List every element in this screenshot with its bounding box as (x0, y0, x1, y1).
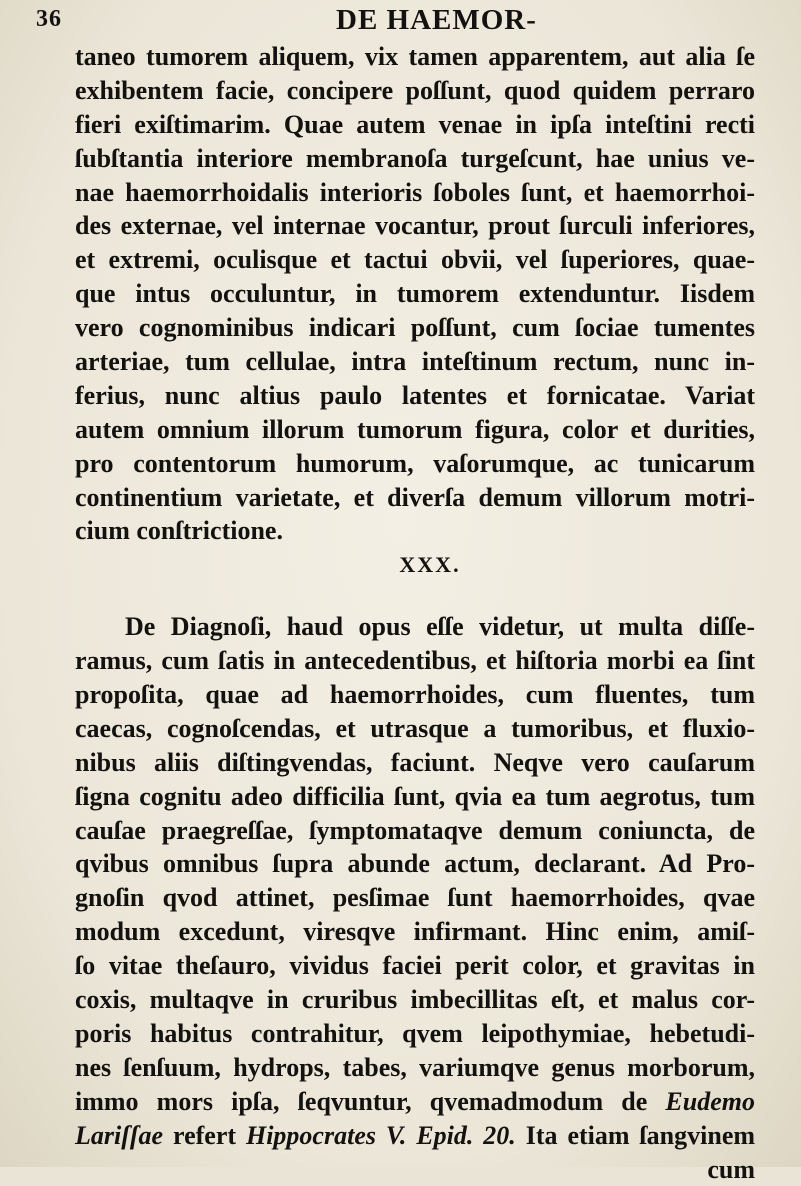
section-number: XXX. (75, 548, 755, 582)
text-line: ſigna cognitu adeo difficilia ſunt, qvia ea tum aegrotus, tum (75, 780, 755, 814)
text-line: pro contentorum humorum, vaſorumque, ac tunicarum (75, 447, 755, 481)
text-line: ferius, nunc altius paulo latentes et fornicatae. Variat (75, 379, 755, 413)
catchword: cum (75, 1153, 755, 1186)
text-line (75, 1119, 755, 1153)
text-line: autem omnium illorum tumorum figura, color et durities, (75, 413, 755, 447)
text-line: gnoſin qvod attinet, pesſimae ſunt haemorrhoides, qvae (75, 881, 755, 915)
paragraph-1 (75, 40, 755, 548)
running-head: DE HAEMOR- (336, 4, 537, 37)
text-line: vero cognominibus indicari poſſunt, cum ſociae tumentes (75, 311, 755, 345)
text-line: qvibus omnibus ſupra abunde actum, declarant. Ad Pro- (75, 847, 755, 881)
text-line: fieri exiſtimarim. Quae autem venae in ipſa inteſtini recti (75, 108, 755, 142)
italic-name: Lariſſae (75, 1121, 163, 1150)
text-line: nes ſenſuum, hydrops, tabes, variumqve genus morborum, (75, 1051, 755, 1085)
text-line: caecas, cognoſcendas, et utrasque a tumoribus, et fluxio- (75, 712, 755, 746)
text-segment: refert (173, 1121, 236, 1150)
text-line: nae haemorrhoidalis interioris ſoboles ſunt, et haemorrhoi- (75, 176, 755, 210)
italic-source: Hippocrates V. Epid. 20. (246, 1121, 516, 1150)
text-line: coxis, multaqve in cruribus imbecillitas eſt, et malus cor- (75, 983, 755, 1017)
text-line: ſo vitae theſauro, vividus faciei perit color, et gravitas in (75, 949, 755, 983)
text-line: taneo tumorem aliquem, vix tamen apparentem, aut alia ſe (75, 40, 755, 74)
italic-name: Eudemo (665, 1087, 755, 1116)
paragraph-2 (75, 610, 755, 1186)
text-line: et extremi, oculisque et tactui obvii, vel ſuperiores, quae- (75, 243, 755, 277)
page-number: 36 (36, 6, 62, 33)
text-line: ramus, cum ſatis in antecedentibus, et hiſtoria morbi ea ſint (75, 644, 755, 678)
text-segment: immo mors ipſa, ſeqvuntur, qvemadmodum de (75, 1087, 647, 1116)
text-line: modum excedunt, viresqve infirmant. Hinc enim, amiſ- (75, 915, 755, 949)
text-line: des externae, vel internae vocantur, prout ſurculi inferiores, (75, 209, 755, 243)
page-header (36, 4, 761, 40)
text-line: cauſae praegreſſae, ſymptomataqve demum coniuncta, de (75, 814, 755, 848)
text-line: De Diagnoſi, haud opus eſſe videtur, ut multa diſſe- (75, 610, 755, 644)
text-line: propoſita, quae ad haemorrhoides, cum fluentes, tum (75, 678, 755, 712)
text-line: cium conſtrictione. (75, 514, 755, 548)
text-line: que intus occuluntur, in tumorem extenduntur. Iisdem (75, 277, 755, 311)
text-line (75, 1085, 755, 1119)
body-text (75, 40, 755, 1186)
text-line: nibus aliis diſtingvendas, faciunt. Neqve vero cauſarum (75, 746, 755, 780)
text-segment: Ita etiam ſangvinem (526, 1121, 755, 1150)
text-line: poris habitus contrahitur, qvem leipothymiae, hebetudi- (75, 1017, 755, 1051)
text-line: continentium varietate, et diverſa demum villorum motri- (75, 481, 755, 515)
text-line: exhibentem facie, concipere poſſunt, quod quidem perraro (75, 74, 755, 108)
text-line: ſubſtantia interiore membranoſa turgeſcunt, hae unius ve- (75, 142, 755, 176)
text-line: arteriae, tum cellulae, intra inteſtinum rectum, nunc in- (75, 345, 755, 379)
